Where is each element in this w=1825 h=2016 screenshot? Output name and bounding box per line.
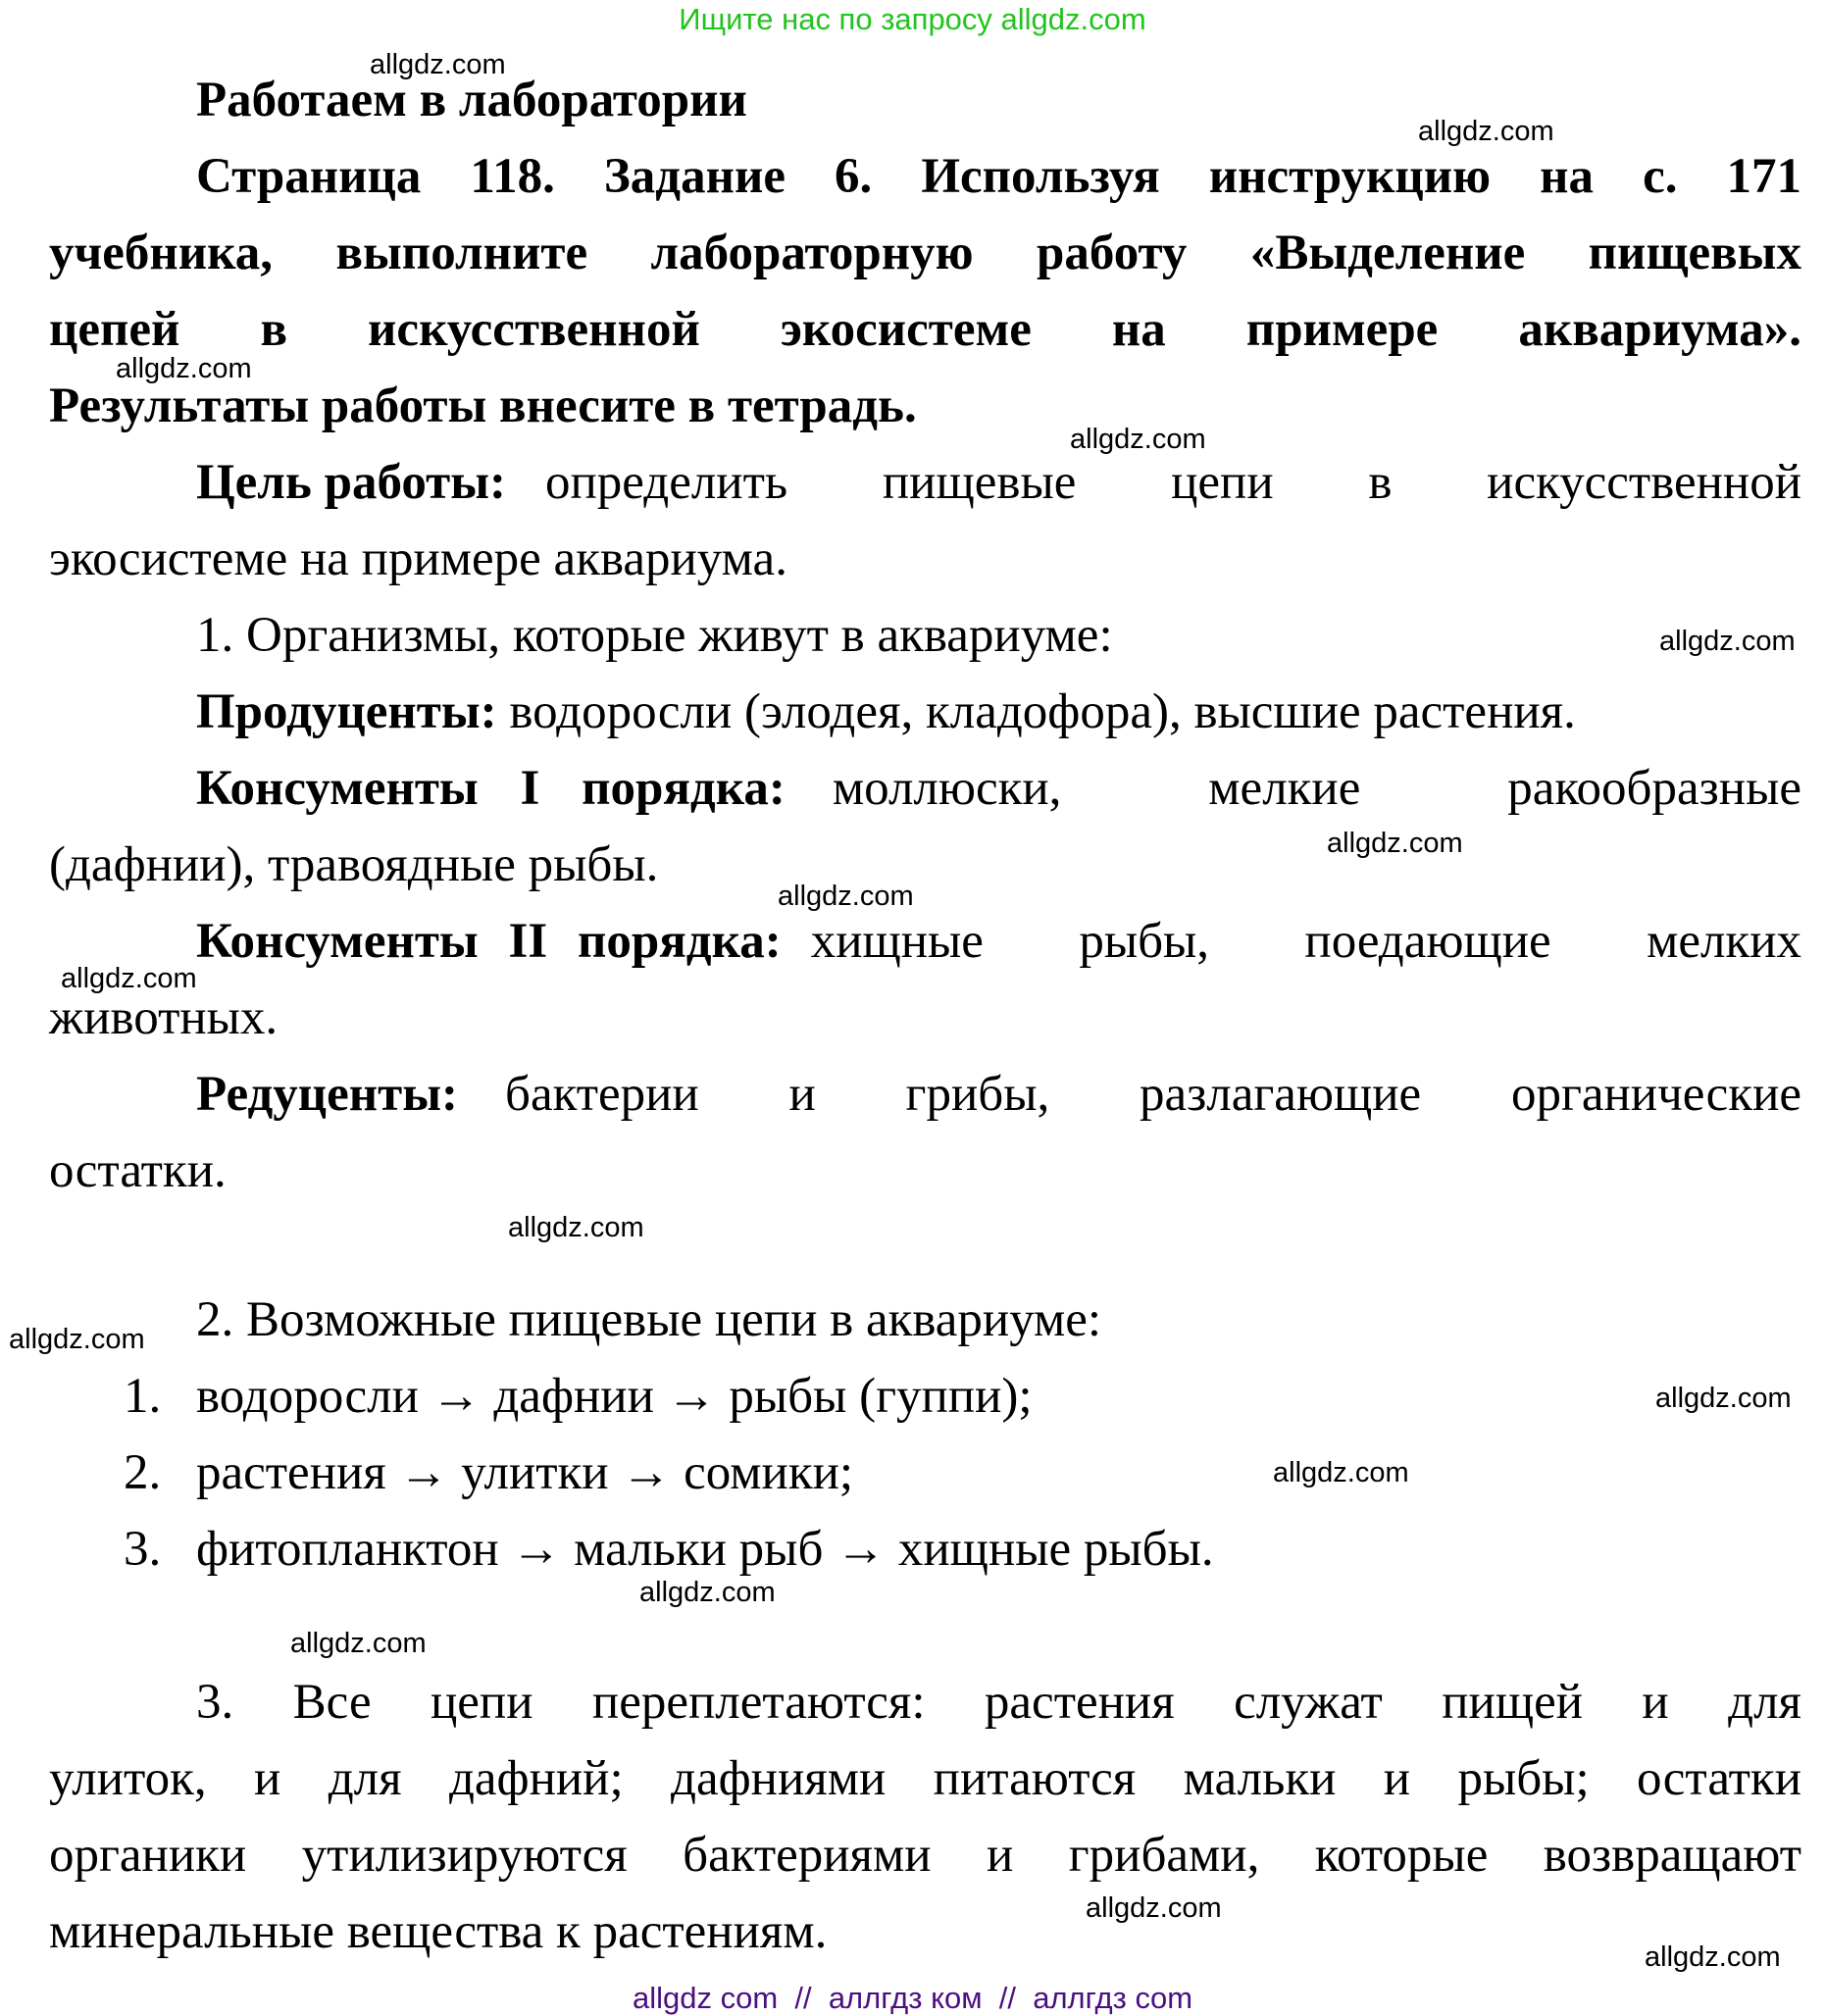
watermark: allgdz.com [1327,828,1463,859]
chain-text: водоросли → дафнии → рыбы (гуппи); [196,1369,1033,1424]
producers-line [196,682,1801,741]
watermark: allgdz.com [1645,1941,1781,1973]
watermark: allgdz.com [1273,1457,1409,1488]
chain-text: растения → улитки → сомики; [196,1445,854,1500]
watermark: allgdz.com [508,1212,644,1243]
consumers1-label: Консументы I порядка: [196,761,786,816]
section3-line: минеральные вещества к растениям. [49,1904,828,1959]
watermark: allgdz.com [1655,1383,1792,1414]
watermark: allgdz.com [116,353,252,384]
page-title: Работаем в лаборатории [196,73,747,127]
watermark: allgdz.com [61,963,197,994]
goal-label: Цель работы: [196,455,507,510]
consumers1-text: моллюски, мелкие ракообразные [832,761,1801,816]
watermark: allgdz.com [1418,116,1554,147]
watermark: allgdz.com [370,49,506,80]
consumers1-line [196,759,1801,818]
watermark: allgdz.com [290,1628,427,1659]
watermark: allgdz.com [9,1324,145,1355]
watermark: allgdz.com [778,881,914,912]
list-number: 3. [124,1522,162,1577]
section3-line: органики утилизируются бактериями и грибами, которые возвращают [49,1828,1801,1883]
list-number: 1. [124,1369,162,1424]
search-banner: Ищите нас по запросу allgdz.com [679,2,1146,36]
chain-text: фитопланктон → мальки рыб → хищные рыбы. [196,1522,1214,1577]
task-line: Страница 118. Задание 6. Используя инструкцию на с. 171 [196,149,1801,204]
watermark: allgdz.com [1070,424,1206,455]
reducers-label: Редуценты: [196,1067,459,1122]
reducers-line [196,1065,1801,1124]
producers-text: водоросли (элодея, кладофора), высшие растения. [509,684,1576,739]
goal-text: определить пищевые цепи в искусственной [545,455,1801,510]
watermark: allgdz.com [1086,1892,1222,1924]
task-line: цепей в искусственной экосистеме на примере аквариума». [49,302,1801,357]
goal-line: экосистеме на примере аквариума. [49,531,787,586]
section2-heading: 2. Возможные пищевые цепи в аквариуме: [196,1292,1102,1347]
consumers1-line: (дафнии), травоядные рыбы. [49,837,659,892]
consumers2-line [196,912,1801,971]
reducers-line: остатки. [49,1143,227,1198]
task-line: учебника, выполните лабораторную работу «Выделение пищевых [49,226,1801,280]
section3-line: 3. Все цепи переплетаются: растения служат пищей и для [196,1675,1801,1730]
section1-heading: 1. Организмы, которые живут в аквариуме: [196,608,1113,663]
reducers-text: бактерии и грибы, разлагающие органические [505,1067,1801,1122]
list-number: 2. [124,1445,162,1500]
watermark: allgdz.com [639,1577,776,1608]
consumers2-text: хищные рыбы, поедающие мелких [810,914,1801,969]
goal-line [196,453,1801,512]
footer-watermark: allgdz com // аллгдз ком // аллгдз com [632,1981,1193,2015]
producers-label: Продуценты: [196,684,497,739]
watermark: allgdz.com [1659,626,1796,657]
task-line: Результаты работы внесите в тетрадь. [49,378,917,433]
consumers2-label: Консументы II порядка: [196,914,782,969]
section3-line: улиток, и для дафний; дафниями питаются мальки и рыбы; остатки [49,1751,1801,1806]
consumers2-line: животных. [49,990,279,1045]
